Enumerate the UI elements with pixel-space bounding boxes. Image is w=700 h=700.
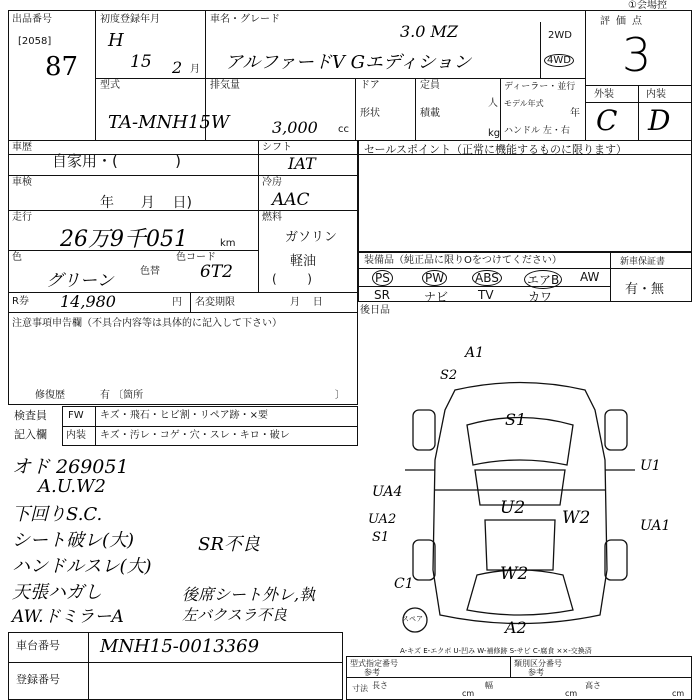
model-value: TA-MNH15W	[108, 112, 230, 133]
type-label: 型式指定番号	[350, 659, 398, 668]
first-reg-label: 初度登録年月	[100, 14, 160, 25]
warranty-label: 新車保証書	[620, 257, 666, 267]
inspection-label: 車検	[12, 177, 32, 188]
car-name-label: 車名・グレード	[210, 14, 280, 25]
note-line: ハンドルスレ(大)	[12, 556, 152, 577]
class-label: 類別区分番号	[514, 659, 562, 668]
height-cm: cm	[672, 689, 685, 698]
history-label: 車歴	[12, 142, 32, 153]
color-label: 色	[12, 252, 22, 263]
fuel-diesel: 軽油	[290, 254, 317, 269]
yen-unit: 円	[172, 297, 182, 308]
length-label: 長さ	[372, 681, 388, 690]
equip-leather: カワ	[528, 290, 553, 304]
divider	[510, 656, 511, 677]
divider	[258, 175, 358, 176]
color-code-value: 6T2	[200, 262, 233, 282]
legend-line: A-キズ E-エクボ U-凹み W-補修跡 S-サビ C-腐食 ××-交換済	[400, 647, 592, 655]
record-label: 記入欄	[14, 428, 47, 441]
score-label: 評価点	[600, 16, 648, 27]
drive-2wd: 2WD	[548, 30, 572, 41]
divider	[415, 78, 416, 140]
divider	[500, 78, 501, 140]
dmg-c1: C1	[394, 576, 414, 592]
divider	[8, 662, 343, 663]
fuel-label: 燃料	[262, 212, 282, 223]
width-cm: cm	[565, 689, 578, 698]
fw-label: FW	[68, 410, 84, 421]
exterior-label: 外装	[594, 89, 614, 100]
model-year-unit: 年	[570, 108, 580, 119]
note-line: 下回りS.C.	[12, 504, 103, 525]
mileage-value: 26万9千051	[60, 227, 188, 252]
dmg-ua1: UA1	[640, 518, 671, 534]
repair-value: 有 〔箇所	[100, 390, 144, 401]
dmg-a1: A1	[465, 345, 485, 361]
color-code-label: 色コード	[176, 252, 216, 263]
interior-grade: D	[648, 104, 671, 137]
handle-label: ハンドル 左・右	[504, 126, 570, 136]
size-label: 寸法	[352, 684, 368, 693]
equip-aw: AW	[580, 270, 600, 284]
lot-label: 出品番号	[12, 14, 52, 25]
warranty-value: 有・無	[625, 282, 665, 297]
rear-day-label: 後日品	[360, 305, 390, 316]
spare-label: スペア	[402, 615, 423, 623]
width-label: 幅	[485, 681, 493, 690]
divider	[258, 210, 358, 211]
inspection-value: 年 月 日)	[100, 195, 192, 211]
divider	[610, 252, 611, 302]
equip-tv: TV	[478, 288, 494, 302]
lot-number: 87	[45, 52, 79, 82]
dmg-s1: S1	[505, 410, 527, 429]
selling-point-label: セールスポイント（正常に機能するものに限ります）	[364, 143, 628, 156]
car-name: アルファードV Gエディション	[225, 52, 472, 73]
cc-unit: cc	[338, 124, 349, 135]
ac-label: 冷房	[262, 177, 282, 188]
divider	[358, 286, 610, 287]
expiry-label: 名変期限	[195, 297, 235, 308]
note-line: オド 269051	[12, 456, 129, 478]
mileage-label: 走行	[12, 212, 32, 223]
dmg-u1: U1	[640, 458, 661, 474]
divider	[95, 406, 96, 446]
lot-code: [2058]	[18, 36, 52, 47]
dmg-s2: S2	[440, 368, 458, 383]
chassis-label: 車台番号	[16, 639, 60, 652]
reg-month: 2	[172, 58, 183, 77]
repair-close: 〕	[335, 390, 345, 401]
fuel-other: ( )	[272, 272, 312, 286]
era: H	[108, 30, 124, 51]
repair-label: 修復歴	[35, 390, 65, 401]
equip-abs: ABS	[472, 270, 502, 286]
ac-value: AAC	[272, 190, 310, 210]
capacity-unit: 人	[488, 98, 498, 109]
note-line: AW.ドミラーA	[12, 607, 124, 627]
load-label: 積載	[420, 108, 440, 119]
note-line: 天張ハガし	[12, 582, 102, 603]
drive-4wd: 4WD	[544, 54, 574, 67]
shift-label: シフト	[262, 142, 292, 153]
fuel-gasoline: ガソリン	[285, 230, 338, 245]
shift-value: IAT	[288, 154, 316, 173]
dmg-ua4: UA4	[372, 484, 403, 500]
divider	[8, 175, 258, 176]
divider	[346, 677, 692, 678]
divider	[62, 426, 358, 427]
note-right: SR不良	[198, 534, 260, 555]
equip-sr: SR	[374, 288, 390, 302]
height-label: 高さ	[585, 681, 601, 690]
interior-label: 内装	[646, 89, 666, 100]
equip-pw: PW	[422, 270, 447, 286]
length-cm: cm	[462, 689, 475, 698]
dmg-w2: W2	[562, 508, 591, 528]
month-unit: 月	[190, 64, 200, 75]
note-line: シート破レ(大)	[12, 530, 135, 551]
model-year-label: モデル年式	[504, 99, 544, 108]
class-ref: 参考	[528, 668, 544, 677]
divider	[585, 102, 692, 103]
venue-copy: ①会場控	[628, 0, 667, 11]
divider	[585, 10, 586, 140]
interior-record-label: 内装	[66, 430, 86, 441]
color-value: グリーン	[46, 271, 114, 291]
expiry-value: 月 日	[290, 297, 323, 308]
fw-items: キズ・飛石・ヒビ割・リペア跡・×要	[100, 410, 268, 421]
dmg-ua2: UA2	[368, 512, 397, 527]
door-label: ドア	[360, 80, 380, 91]
registration-label: 登録番号	[16, 673, 60, 686]
divider	[8, 312, 358, 313]
divider	[190, 292, 191, 312]
note-right: 左バクスラ不良	[182, 606, 287, 624]
history-value: 自家用・( )	[52, 152, 181, 170]
divider	[88, 632, 89, 700]
shape-label: 形状	[360, 108, 380, 119]
type-ref: 参考	[364, 668, 380, 677]
color-change-label: 色替	[140, 266, 160, 277]
grade-top: 3.0 MZ	[400, 22, 459, 41]
displacement-label: 排気量	[210, 80, 240, 91]
note-line: A.U.W2	[38, 476, 106, 497]
dealer-label: ディーラー・並行	[504, 82, 576, 92]
selling-frame	[358, 140, 692, 252]
notes-label: 注意事項申告欄（不具合内容等は具体的に記入して下さい）	[12, 318, 282, 329]
dmg-u2: U2	[500, 498, 526, 518]
chassis-value: MNH15-0013369	[100, 636, 260, 657]
dmg-a2: A2	[505, 618, 527, 637]
equipment-label: 装備品（純正品に限りOをつけてください）	[364, 255, 562, 266]
interior-record-items: キズ・汚レ・コゲ・穴・スレ・キロ・破レ	[100, 430, 290, 441]
displacement-value: 3,000	[272, 118, 318, 137]
reg-year: 15	[130, 52, 152, 72]
capacity-label: 定員	[420, 80, 440, 91]
recycle-value: 14,980	[60, 292, 116, 311]
divider	[358, 268, 692, 269]
exterior-grade: C	[596, 104, 618, 137]
equip-ps: PS	[372, 270, 393, 286]
score-value: 3	[622, 28, 652, 82]
recycle-label: R券	[12, 296, 29, 307]
inspector-label: 検査員	[14, 409, 47, 422]
equip-navi: ナビ	[424, 290, 449, 304]
divider	[258, 140, 259, 292]
dmg-w2b: W2	[500, 564, 529, 584]
divider	[585, 85, 692, 86]
divider	[638, 85, 639, 140]
divider	[355, 78, 356, 140]
dmg-s1b: S1	[372, 530, 390, 545]
note-right: 後席シート外レ,執	[182, 585, 316, 604]
divider	[95, 10, 96, 140]
model-label: 型式	[100, 80, 120, 91]
load-unit: kg	[488, 128, 501, 139]
divider	[95, 78, 585, 79]
km-unit: km	[220, 238, 236, 249]
equip-airbag: エアB	[524, 270, 562, 289]
divider	[540, 22, 541, 78]
